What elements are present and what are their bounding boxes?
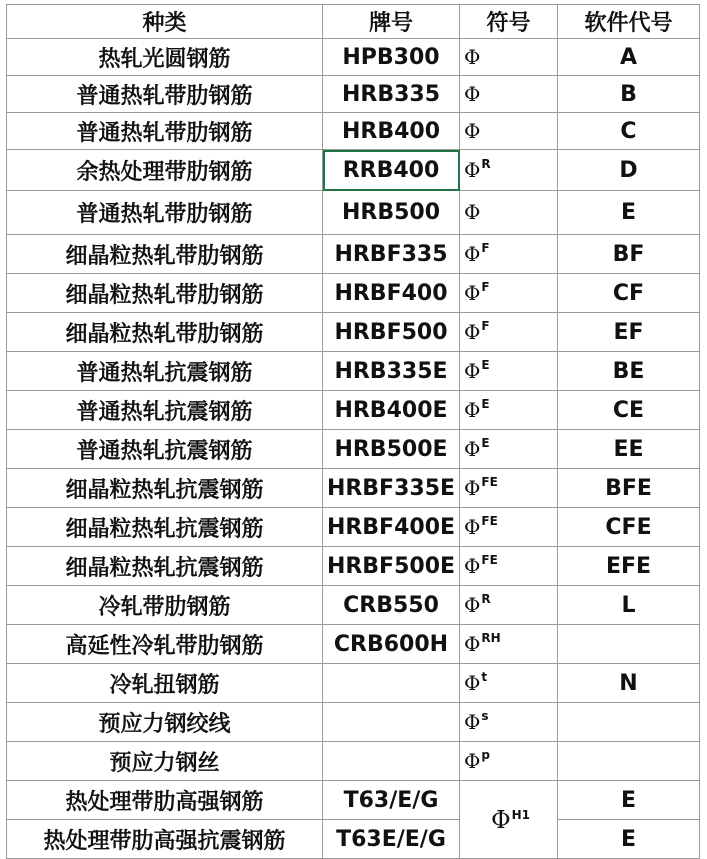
rebar-symbol-glyph: Φ bbox=[464, 358, 481, 383]
cell-code[interactable]: EFE bbox=[558, 547, 700, 586]
cell-grade[interactable] bbox=[323, 703, 460, 742]
rebar-symbol-glyph: Φ bbox=[464, 592, 481, 617]
cell-kind[interactable]: 普通热轧带肋钢筋 bbox=[7, 76, 323, 113]
cell-kind[interactable]: 热轧光圆钢筋 bbox=[7, 39, 323, 76]
rebar-symbol-superscript: FE bbox=[481, 514, 498, 529]
header-row bbox=[7, 5, 700, 39]
table-row bbox=[7, 191, 700, 235]
cell-grade[interactable]: HRB335E bbox=[323, 352, 460, 391]
rebar-symbol-superscript: FE bbox=[481, 475, 498, 490]
rebar-symbol-glyph: Φ bbox=[464, 118, 481, 143]
cell-symbol[interactable] bbox=[460, 625, 558, 664]
cell-symbol[interactable] bbox=[460, 191, 558, 235]
cell-code[interactable]: E bbox=[558, 781, 700, 820]
cell-grade[interactable]: CRB600H bbox=[323, 625, 460, 664]
cell-grade[interactable]: RRB400 bbox=[323, 150, 460, 191]
rebar-symbol-glyph: Φ bbox=[464, 319, 481, 344]
cell-symbol[interactable] bbox=[460, 547, 558, 586]
table-row bbox=[7, 235, 700, 274]
rebar-symbol-superscript: E bbox=[481, 397, 490, 412]
cell-kind[interactable]: 普通热轧带肋钢筋 bbox=[7, 191, 323, 235]
table-row bbox=[7, 742, 700, 781]
cell-grade[interactable]: CRB550 bbox=[323, 586, 460, 625]
rebar-symbol-superscript: RH bbox=[481, 631, 501, 646]
cell-symbol[interactable] bbox=[460, 76, 558, 113]
cell-grade[interactable]: HRBF335 bbox=[323, 235, 460, 274]
rebar-symbol-superscript: E bbox=[481, 358, 490, 373]
cell-code[interactable] bbox=[558, 742, 700, 781]
cell-grade[interactable]: HRBF500 bbox=[323, 313, 460, 352]
rebar-symbol-glyph: Φ bbox=[464, 475, 481, 500]
cell-kind[interactable]: 普通热轧抗震钢筋 bbox=[7, 391, 323, 430]
rebar-symbol-superscript: F bbox=[481, 319, 490, 334]
cell-code[interactable]: CFE bbox=[558, 508, 700, 547]
cell-code[interactable]: N bbox=[558, 664, 700, 703]
cell-symbol[interactable] bbox=[460, 508, 558, 547]
rebar-symbol-superscript: R bbox=[481, 157, 491, 172]
table-row bbox=[7, 586, 700, 625]
cell-kind[interactable]: 余热处理带肋钢筋 bbox=[7, 150, 323, 191]
cell-grade[interactable]: HRB500 bbox=[323, 191, 460, 235]
cell-kind[interactable]: 高延性冷轧带肋钢筋 bbox=[7, 625, 323, 664]
rebar-symbol-superscript: R bbox=[481, 592, 491, 607]
table-row bbox=[7, 781, 700, 820]
table-row bbox=[7, 274, 700, 313]
cell-kind[interactable]: 预应力钢绞线 bbox=[7, 703, 323, 742]
cell-grade[interactable] bbox=[323, 742, 460, 781]
table-row bbox=[7, 508, 700, 547]
cell-symbol[interactable] bbox=[460, 274, 558, 313]
cell-kind[interactable]: 冷轧扭钢筋 bbox=[7, 664, 323, 703]
cell-grade[interactable]: HRB335 bbox=[323, 76, 460, 113]
cell-kind[interactable]: 冷轧带肋钢筋 bbox=[7, 586, 323, 625]
cell-code[interactable]: BE bbox=[558, 352, 700, 391]
table-row bbox=[7, 703, 700, 742]
cell-grade[interactable]: HRB500E bbox=[323, 430, 460, 469]
cell-kind[interactable]: 细晶粒热轧抗震钢筋 bbox=[7, 508, 323, 547]
rebar-table bbox=[6, 4, 700, 859]
cell-symbol-merged[interactable] bbox=[460, 781, 558, 859]
cell-grade[interactable]: HRBF400E bbox=[323, 508, 460, 547]
cell-code[interactable] bbox=[558, 703, 700, 742]
cell-symbol[interactable] bbox=[460, 39, 558, 76]
rebar-symbol-glyph: Φ bbox=[464, 436, 481, 461]
cell-code[interactable]: E bbox=[558, 191, 700, 235]
cell-code[interactable]: L bbox=[558, 586, 700, 625]
cell-grade[interactable]: T63/E/G bbox=[323, 781, 460, 820]
table-row bbox=[7, 313, 700, 352]
table-row bbox=[7, 469, 700, 508]
table-row bbox=[7, 113, 700, 150]
cell-code[interactable]: CE bbox=[558, 391, 700, 430]
rebar-symbol-glyph: Φ bbox=[464, 200, 481, 225]
cell-kind[interactable]: 细晶粒热轧带肋钢筋 bbox=[7, 235, 323, 274]
cell-symbol[interactable] bbox=[460, 352, 558, 391]
table-row bbox=[7, 150, 700, 191]
rebar-symbol-glyph: Φ bbox=[464, 241, 481, 266]
rebar-symbol-superscript: p bbox=[481, 748, 490, 763]
cell-grade[interactable]: HRBF400 bbox=[323, 274, 460, 313]
cell-grade[interactable] bbox=[323, 664, 460, 703]
cell-symbol[interactable] bbox=[460, 391, 558, 430]
table-row bbox=[7, 625, 700, 664]
cell-symbol[interactable] bbox=[460, 703, 558, 742]
cell-symbol[interactable] bbox=[460, 235, 558, 274]
header-symbol[interactable]: 符号 bbox=[460, 5, 558, 39]
cell-kind[interactable]: 普通热轧抗震钢筋 bbox=[7, 430, 323, 469]
cell-code[interactable]: BF bbox=[558, 235, 700, 274]
cell-symbol[interactable] bbox=[460, 742, 558, 781]
table-row bbox=[7, 352, 700, 391]
rebar-symbol-superscript: t bbox=[481, 670, 488, 685]
table-row bbox=[7, 391, 700, 430]
table-row bbox=[7, 664, 700, 703]
cell-kind[interactable]: 细晶粒热轧抗震钢筋 bbox=[7, 469, 323, 508]
rebar-symbol-superscript: F bbox=[481, 280, 490, 295]
cell-kind[interactable]: 细晶粒热轧带肋钢筋 bbox=[7, 274, 323, 313]
cell-kind[interactable]: 细晶粒热轧抗震钢筋 bbox=[7, 547, 323, 586]
cell-code[interactable]: C bbox=[558, 113, 700, 150]
rebar-symbol-glyph: Φ bbox=[464, 280, 481, 305]
rebar-symbol-glyph: Φ bbox=[464, 514, 481, 539]
rebar-symbol-glyph: Φ bbox=[464, 44, 481, 69]
header-kind[interactable]: 种类 bbox=[7, 5, 323, 39]
cell-code[interactable]: EE bbox=[558, 430, 700, 469]
rebar-symbol-superscript: F bbox=[481, 241, 490, 256]
cell-grade[interactable]: HRBF335E bbox=[323, 469, 460, 508]
cell-symbol[interactable] bbox=[460, 586, 558, 625]
cell-grade[interactable]: HPB300 bbox=[323, 39, 460, 76]
rebar-symbol-glyph: Φ bbox=[464, 81, 481, 106]
rebar-symbol-superscript: E bbox=[481, 436, 490, 451]
cell-kind[interactable]: 预应力钢丝 bbox=[7, 742, 323, 781]
cell-kind[interactable]: 细晶粒热轧带肋钢筋 bbox=[7, 313, 323, 352]
cell-symbol[interactable] bbox=[460, 469, 558, 508]
rebar-symbol-superscript: H1 bbox=[511, 808, 531, 823]
cell-grade[interactable]: T63E/E/G bbox=[323, 820, 460, 859]
rebar-symbol-glyph: Φ bbox=[464, 157, 481, 182]
cell-symbol[interactable] bbox=[460, 313, 558, 352]
cell-grade[interactable]: HRB400 bbox=[323, 113, 460, 150]
cell-code[interactable]: EF bbox=[558, 313, 700, 352]
rebar-symbol-glyph: Φ bbox=[464, 553, 481, 578]
header-grade[interactable]: 牌号 bbox=[323, 5, 460, 39]
cell-kind[interactable]: 普通热轧带肋钢筋 bbox=[7, 113, 323, 150]
cell-grade[interactable]: HRBF500E bbox=[323, 547, 460, 586]
cell-symbol[interactable] bbox=[460, 430, 558, 469]
cell-grade[interactable]: HRB400E bbox=[323, 391, 460, 430]
rebar-symbol-glyph: Φ bbox=[464, 670, 481, 695]
rebar-symbol-glyph: Φ bbox=[464, 748, 481, 773]
table-row bbox=[7, 430, 700, 469]
cell-kind[interactable]: 热处理带肋高强抗震钢筋 bbox=[7, 820, 323, 859]
rebar-symbol-superscript: FE bbox=[481, 553, 498, 568]
cell-code[interactable]: CF bbox=[558, 274, 700, 313]
cell-symbol[interactable] bbox=[460, 664, 558, 703]
cell-symbol[interactable] bbox=[460, 150, 558, 191]
cell-code[interactable]: A bbox=[558, 39, 700, 76]
cell-kind[interactable]: 热处理带肋高强钢筋 bbox=[7, 781, 323, 820]
rebar-symbol-glyph: Φ bbox=[490, 805, 511, 834]
cell-code[interactable]: B bbox=[558, 76, 700, 113]
cell-symbol[interactable] bbox=[460, 113, 558, 150]
cell-kind[interactable]: 普通热轧抗震钢筋 bbox=[7, 352, 323, 391]
table-row bbox=[7, 547, 700, 586]
cell-code[interactable]: BFE bbox=[558, 469, 700, 508]
header-code[interactable]: 软件代号 bbox=[558, 5, 700, 39]
rebar-symbol-glyph: Φ bbox=[464, 631, 481, 656]
rebar-symbol-superscript: s bbox=[481, 709, 489, 724]
cell-code[interactable]: E bbox=[558, 820, 700, 859]
table-row bbox=[7, 76, 700, 113]
cell-code[interactable] bbox=[558, 625, 700, 664]
rebar-symbol-glyph: Φ bbox=[464, 397, 481, 422]
rebar-symbol-glyph: Φ bbox=[464, 709, 481, 734]
table-row bbox=[7, 39, 700, 76]
cell-code[interactable]: D bbox=[558, 150, 700, 191]
table-row bbox=[7, 820, 700, 859]
